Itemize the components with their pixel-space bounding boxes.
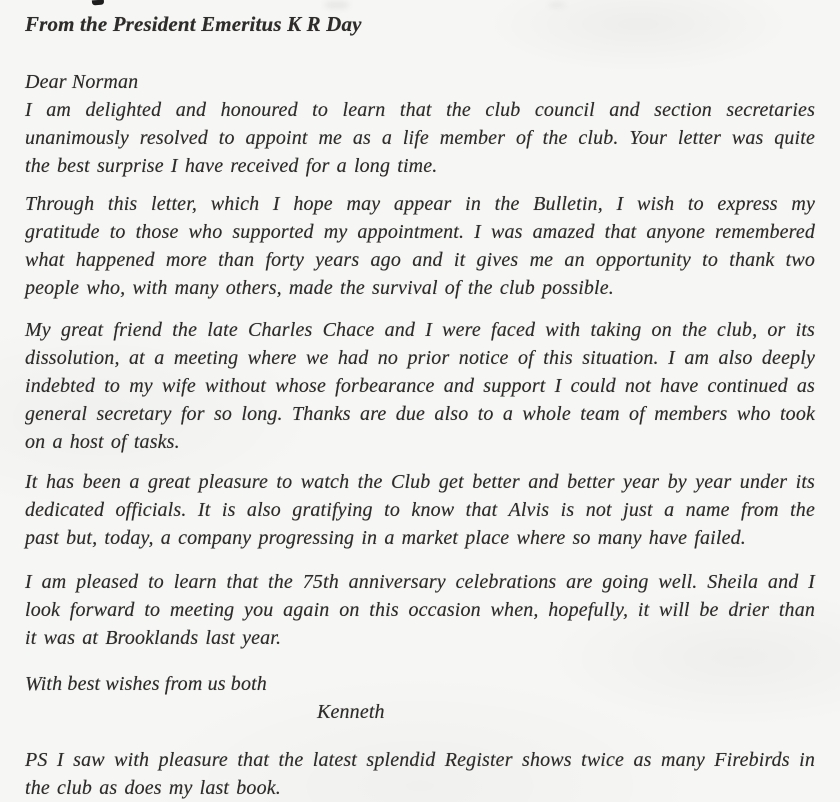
salutation: Dear Norman — [25, 71, 139, 93]
text-line: Through this letter, which I hope may appear in the Bulletin, I wish to express my — [25, 193, 815, 215]
closing-line: With best wishes from us both — [25, 673, 267, 695]
paragraph-club-progress — [25, 468, 815, 552]
text-line: on a host of tasks. — [25, 431, 180, 453]
text-line: what happened more than forty years ago and it gives me an opportunity to thank two — [25, 249, 815, 271]
letter-heading: From the President Emeritus K R Day — [25, 12, 362, 36]
text-line: I am delighted and honoured to learn that the club council and section secretaries — [25, 99, 815, 121]
paragraph-history — [25, 316, 815, 456]
text-line: past but, today, a company progressing in a market place where so many have failed. — [25, 527, 746, 549]
text-line: dissolution, at a meeting where we had no prior notice of this situation. I am also deeply — [25, 347, 815, 369]
paragraph-anniversary — [25, 568, 815, 652]
text-line: unanimously resolved to appoint me as a life member of the club. Your letter was quite — [25, 127, 815, 149]
text-line: I am pleased to learn that the 75th anniversary celebrations are going well. Sheila and I — [25, 571, 815, 593]
text-line: It has been a great pleasure to watch the Club get better and better year by year under its — [25, 471, 815, 493]
text-line: general secretary for so long. Thanks are due also to a whole team of members who took — [25, 403, 815, 425]
text-line: people who, with many others, made the survival of the club possible. — [25, 277, 614, 299]
signature: Kenneth — [317, 701, 385, 723]
paragraph-appointment — [25, 96, 815, 180]
text-line: it was at Brooklands last year. — [25, 627, 282, 649]
text-line: dedicated officials. It is also gratifying to know that Alvis is not just a name from the — [25, 499, 815, 521]
scan-smudge — [324, 1, 350, 9]
text-line: the club as does my last book. — [25, 777, 281, 799]
text-line: My great friend the late Charles Chace and I were faced with taking on the club, or its — [25, 319, 815, 341]
postscript — [25, 746, 815, 802]
text-line: look forward to meeting you again on this occasion when, hopefully, it will be drier than — [25, 599, 815, 621]
text-line: PS I saw with pleasure that the latest splendid Register shows twice as many Firebirds in — [25, 749, 815, 771]
scan-smudge — [548, 2, 566, 8]
text-line: gratitude to those who supported my appointment. I was amazed that anyone remembered — [25, 221, 815, 243]
text-line: indebted to my wife without whose forbearance and support I could not have continued as — [25, 375, 815, 397]
text-line: the best surprise I have received for a long time. — [25, 155, 438, 177]
paragraph-gratitude — [25, 190, 815, 302]
scan-artifact-mark — [92, 0, 104, 5]
